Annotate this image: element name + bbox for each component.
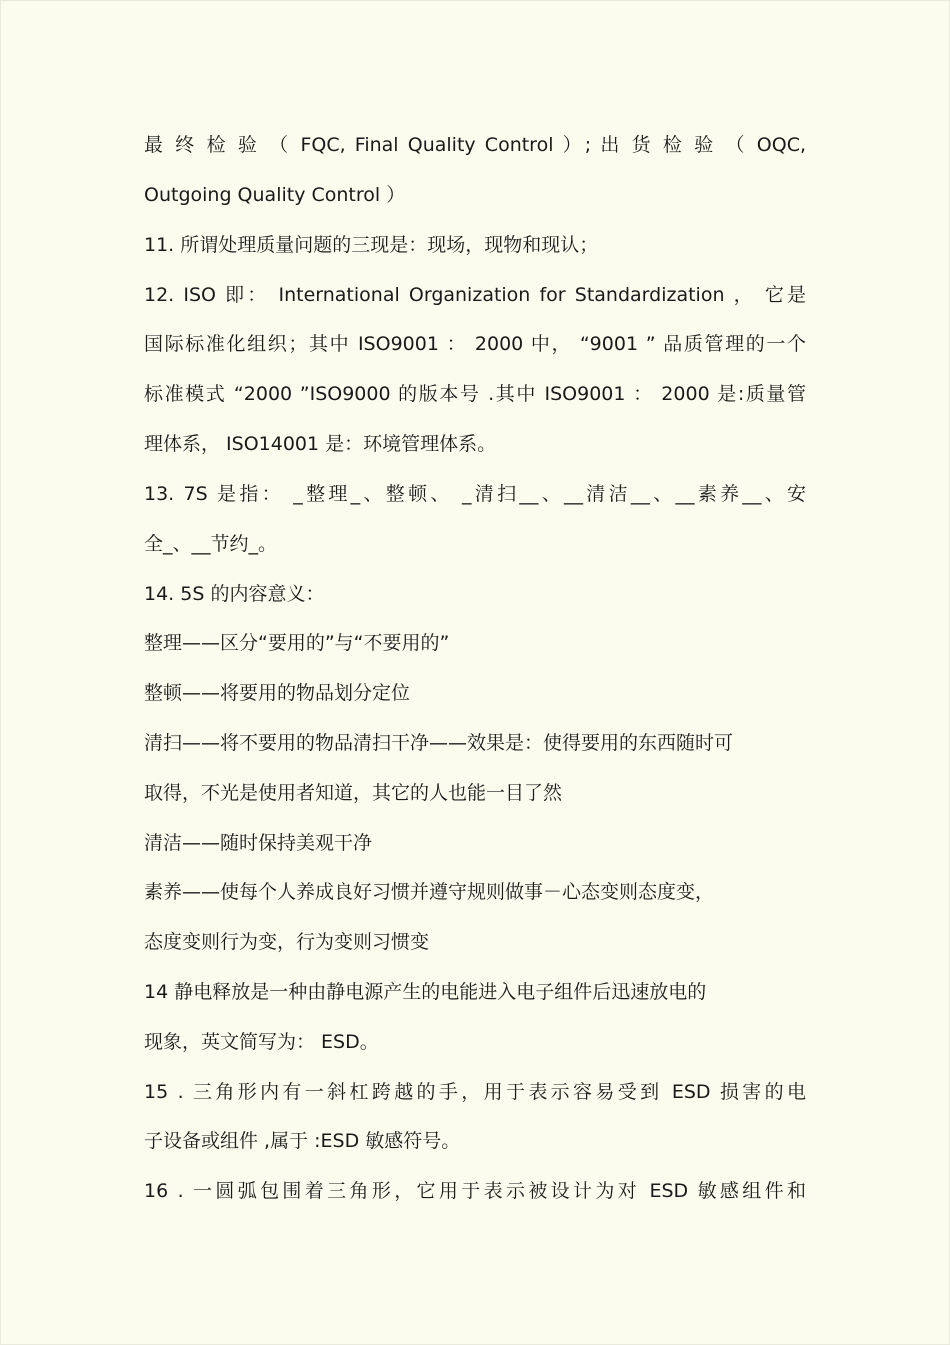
text-line-18: 14 静电释放是一种由静电源产生的电能进入电子组件后迅速放电的: [144, 981, 707, 1003]
text-line-15: 清洁——随时保持美观干净: [144, 832, 373, 854]
text-line-7: 理体系， ISO14001 是：环境管理体系。: [144, 433, 497, 455]
text-line-4: 12. ISO 即： International Organization for Standardization ， 它是: [144, 284, 806, 306]
text-line-6: 标准模式 “2000 ”ISO9000 的版本号 .其中 ISO9001 ： 2000 是:质量管: [144, 383, 806, 405]
text-line-12: 整顿——将要用的物品划分定位: [144, 682, 411, 704]
text-line-16: 素养——使每个人养成良好习惯并遵守规则做事－心态变则态度变，: [144, 881, 715, 903]
text-line-20: 15 . 三角形内有一斜杠跨越的手，用于表示容易受到 ESD 损害的电: [144, 1081, 806, 1103]
text-line-21: 子设备或组件 ,属于 :ESD 敏感符号。: [144, 1130, 461, 1152]
text-line-2: Outgoing Quality Control ）: [144, 184, 406, 206]
text-line-17: 态度变则行为变，行为变则习惯变: [144, 931, 430, 953]
text-line-8: 13. 7S 是指： _整理_、整顿、 _清扫__、__清洁__、__素养__、安: [144, 483, 806, 505]
text-line-13: 清扫——将不要用的物品清扫干净——效果是：使得要用的东西随时可: [144, 732, 734, 754]
text-line-9: 全_、__节约_。: [144, 533, 278, 555]
text-line-11: 整理——区分“要用的”与“不要用的”: [144, 632, 450, 654]
text-line-19: 现象，英文简写为： ESD。: [144, 1031, 379, 1053]
text-line-3: 11. 所谓处理质量问题的三现是：现场，现物和现认；: [144, 234, 599, 256]
text-line-22: 16 . 一圆弧包围着三角形，它用于表示被设计为对 ESD 敏感组件和: [144, 1180, 806, 1202]
text-line-1: 最 终 检 验 （ FQC, Final Quality Control ）; 出 货 检 验 （ OQC,: [144, 134, 806, 156]
text-line-5: 国际标准化组织；其中 ISO9001 ： 2000 中， “9001 ” 品质管理的一个: [144, 333, 806, 355]
text-line-14: 取得，不光是使用者知道，其它的人也能一目了然: [144, 782, 563, 804]
text-line-10: 14. 5S 的内容意义：: [144, 583, 325, 605]
